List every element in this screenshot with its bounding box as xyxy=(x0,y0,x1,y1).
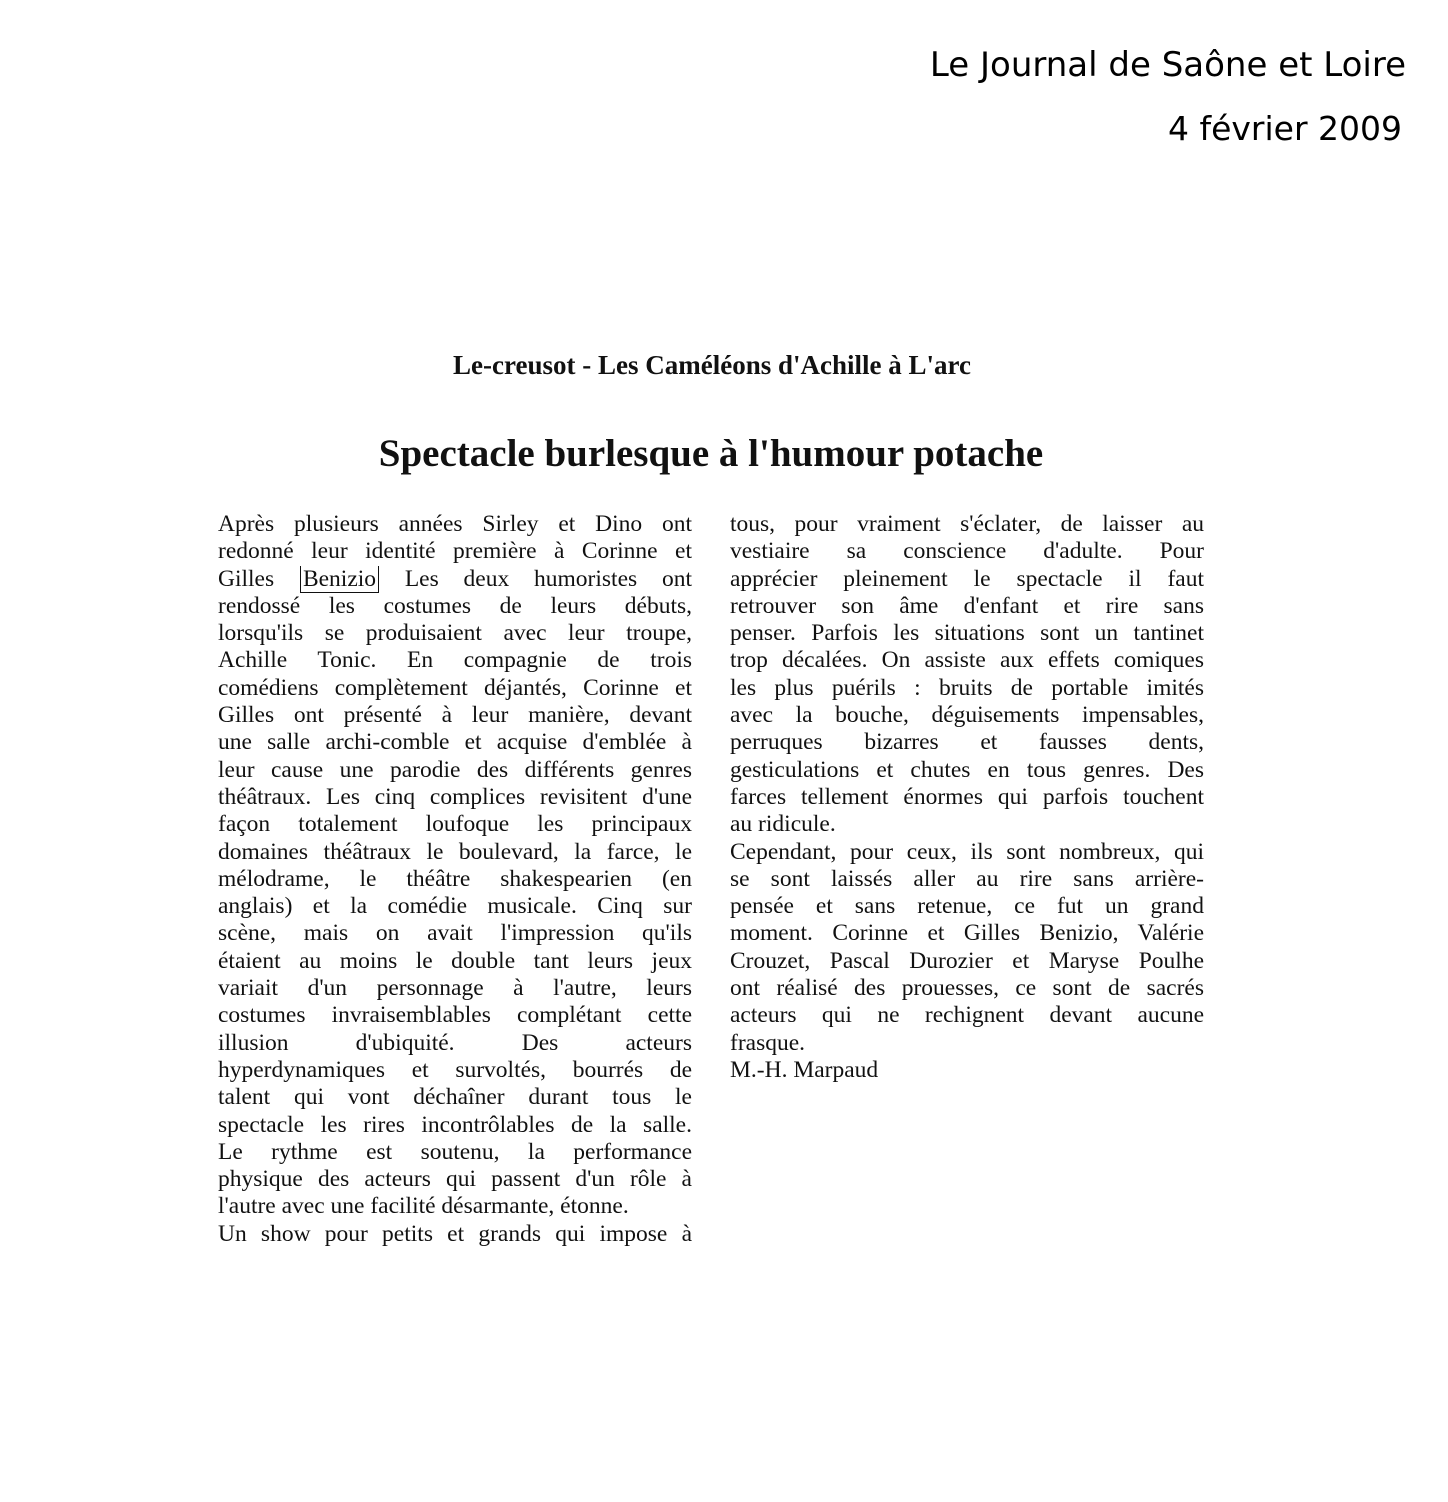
article-headline: Spectacle burlesque à l'humour potache xyxy=(378,432,1044,475)
text-line: apprécier pleinement le spectacle il faut xyxy=(730,565,1204,592)
text-line-with-boxed-name xyxy=(218,566,692,593)
text-line: talent qui vont déchaîner durant tous le xyxy=(218,1084,692,1111)
article-byline: M.-H. Marpaud xyxy=(730,1056,879,1083)
text-line: façon totalement loufoque les principaux xyxy=(218,811,692,838)
text-line: costumes invraisemblables complétant cette xyxy=(218,1002,692,1029)
text-line: penser. Parfois les situations sont un tantinet xyxy=(730,620,1204,647)
text-line: une salle archi-comble et acquise d'emblée à xyxy=(218,729,692,756)
text-line: avec la bouche, déguisements impensables, xyxy=(730,702,1204,729)
text-line: étaient au moins le double tant leurs jeux xyxy=(218,947,692,974)
text-line: tous, pour vraiment s'éclater, de laisser au xyxy=(730,511,1204,537)
text-line: anglais) et la comédie musicale. Cinq sur xyxy=(218,893,692,920)
article-column-left xyxy=(218,511,692,1248)
text-line: rendossé les costumes de leurs débuts, xyxy=(218,592,692,619)
text-line: frasque. xyxy=(730,1029,806,1056)
text-line: lorsqu'ils se produisaient avec leur troupe, xyxy=(218,620,692,647)
text-line: Crouzet, Pascal Durozier et Maryse Poulhe xyxy=(730,947,1204,974)
text-line: redonné leur identité première à Corinne et xyxy=(218,538,692,565)
text-line: vestiaire sa conscience d'adulte. Pour xyxy=(730,538,1204,565)
text-line: au ridicule. xyxy=(730,811,836,838)
text-line: physique des acteurs qui passent d'un rôle à xyxy=(218,1166,692,1193)
text-line: hyperdynamiques et survoltés, bourrés de xyxy=(218,1056,692,1083)
text-line: Le rythme est soutenu, la performance xyxy=(218,1138,692,1165)
article-kicker: Le-creusot - Les Caméléons d'Achille à L'arc xyxy=(453,350,971,380)
text-line: trop décalées. On assiste aux effets comiques xyxy=(730,647,1204,674)
text-line: acteurs qui ne rechignent devant aucune xyxy=(730,1002,1204,1029)
newspaper-name: Le Journal de Saône et Loire xyxy=(929,45,1406,85)
text-line: théâtraux. Les cinq complices revisitent d'une xyxy=(218,783,692,810)
text-line: variait d'un personnage à l'autre, leurs xyxy=(218,975,692,1002)
text-line: Gilles ont présenté à leur manière, devant xyxy=(218,702,692,729)
text-line: se sont laissés aller au rire sans arrière- xyxy=(730,865,1204,892)
text-line: illusion d'ubiquité. Des acteurs xyxy=(218,1029,692,1056)
text-line: scène, mais on avait l'impression qu'ils xyxy=(218,920,692,947)
text-line: gesticulations et chutes en tous genres. Des xyxy=(730,756,1204,783)
text-line: Achille Tonic. En compagnie de trois xyxy=(218,647,692,674)
text-line: mélodrame, le théâtre shakespearien (en xyxy=(218,865,692,892)
text-line: l'autre avec une facilité désarmante, étonne. xyxy=(218,1193,629,1220)
text-line: farces tellement énormes qui parfois touchent xyxy=(730,783,1204,810)
text-line: pensée et sans retenue, ce fut un grand xyxy=(730,893,1204,920)
text-line: perruques bizarres et fausses dents, xyxy=(730,729,1204,756)
text-line: Un show pour petits et grands qui impose à xyxy=(218,1220,692,1247)
text-line: domaines théâtraux le boulevard, la farce, le xyxy=(218,838,692,865)
text-line: spectacle les rires incontrôlables de la salle. xyxy=(218,1111,692,1138)
text-line: Cependant, pour ceux, ils sont nombreux, qui xyxy=(730,838,1204,865)
text-line: les plus puérils : bruits de portable imités xyxy=(730,674,1204,701)
text-line: ont réalisé des prouesses, ce sont de sacrés xyxy=(730,975,1204,1002)
article-column-right xyxy=(730,511,1204,1084)
boxed-name: Benizio xyxy=(300,566,379,593)
text-fragment: Gilles xyxy=(218,565,275,592)
publication-date: 4 février 2009 xyxy=(1167,109,1402,148)
text-line: moment. Corinne et Gilles Benizio, Valérie xyxy=(730,920,1204,947)
text-fragment: Les deux humoristes ont xyxy=(404,565,692,592)
source-block xyxy=(930,40,1406,154)
text-line: Après plusieurs années Sirley et Dino ont xyxy=(218,511,692,537)
text-line: leur cause une parodie des différents genres xyxy=(218,756,692,783)
text-line: comédiens complètement déjantés, Corinne et xyxy=(218,674,692,701)
text-line: retrouver son âme d'enfant et rire sans xyxy=(730,592,1204,619)
